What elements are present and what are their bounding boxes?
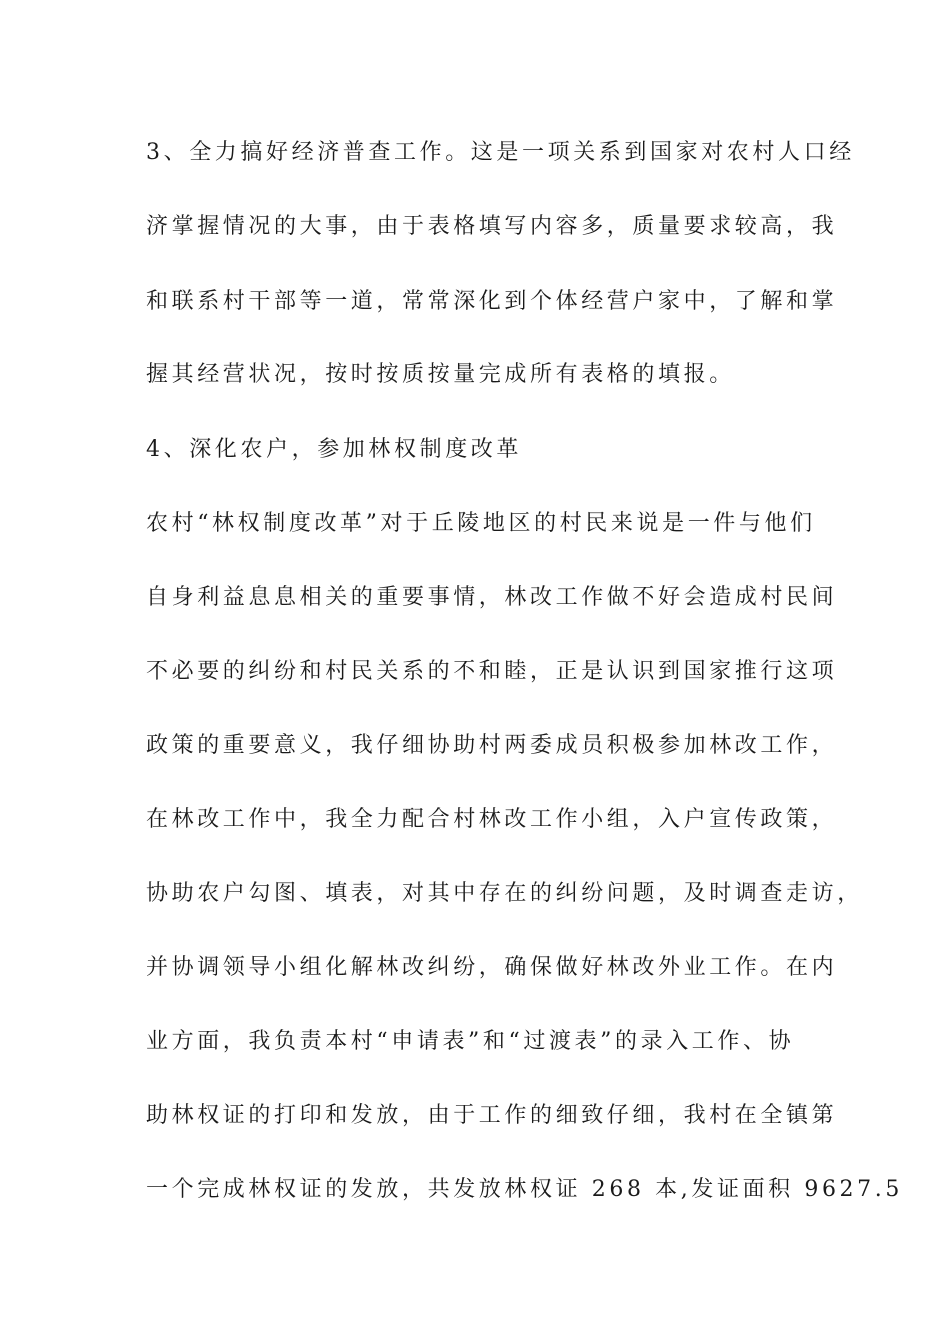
paragraph-line: 政策的重要意义，我仔细协助村两委成员积极参加林改工作，	[146, 733, 838, 758]
paragraph-line: 农村“林权制度改革”对于丘陵地区的村民来说是一件与他们	[146, 511, 816, 536]
paragraph-line: 自身利益息息相关的重要事情，林改工作做不好会造成村民间	[146, 585, 838, 610]
paragraph-line: 3、全力搞好经济普查工作。这是一项关系到国家对农村人口经	[146, 140, 855, 165]
section-heading: 4、深化农户，参加林权制度改革	[146, 437, 522, 462]
paragraph-line: 和联系村干部等一道，常常深化到个体经营户家中，了解和掌	[146, 289, 838, 314]
paragraph-line: 业方面，我负责本村“申请表”和“过渡表”的录入工作、协	[146, 1029, 795, 1054]
paragraph-line: 在林改工作中，我全力配合村林改工作小组，入户宣传政策，	[146, 807, 838, 832]
paragraph-line: 助林权证的打印和发放，由于工作的细致仔细，我村在全镇第	[146, 1103, 838, 1128]
paragraph-line: 并协调领导小组化解林改纠纷，确保做好林改外业工作。在内	[146, 955, 838, 980]
paragraph-line: 一个完成林权证的发放，共发放林权证 268 本,发证面积 9627.5	[146, 1177, 903, 1202]
paragraph-line: 不必要的纠纷和村民关系的不和睦，正是认识到国家推行这项	[146, 659, 838, 684]
paragraph-line: 济掌握情况的大事，由于表格填写内容多，质量要求较高，我	[146, 214, 838, 239]
paragraph-line: 握其经营状况，按时按质按量完成所有表格的填报。	[146, 362, 735, 387]
paragraph-line: 协助农户勾图、填表，对其中存在的纠纷问题，及时调查走访，	[146, 881, 863, 906]
